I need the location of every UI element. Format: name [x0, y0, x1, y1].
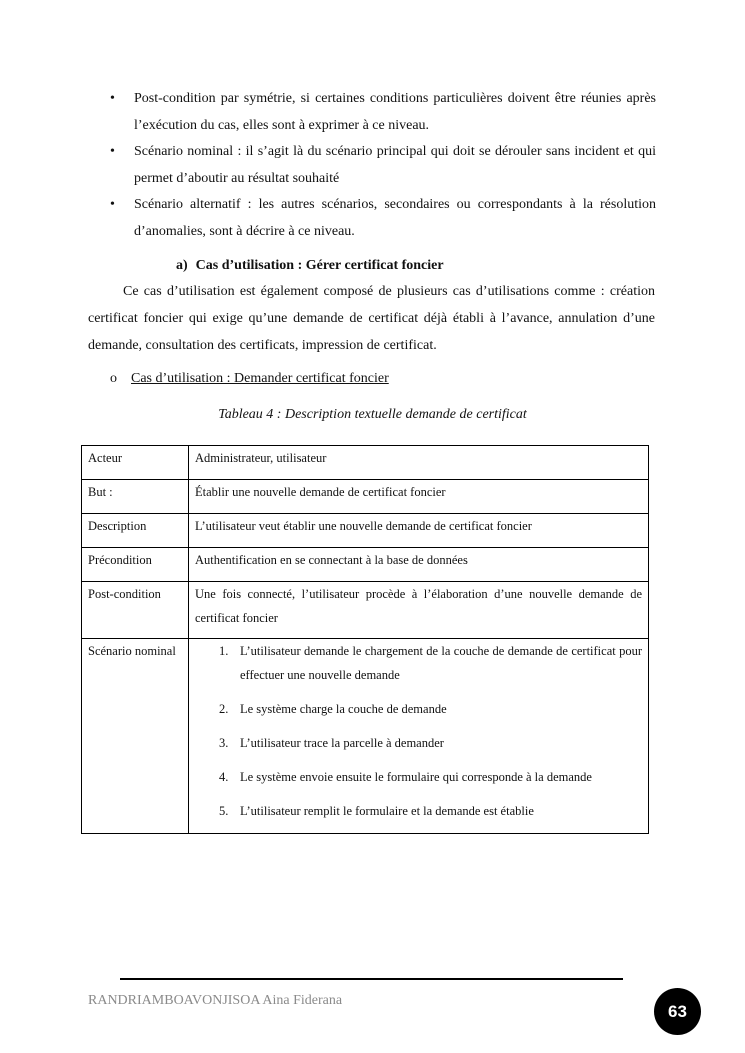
bullet-marker: • [110, 197, 115, 212]
step-text: L’utilisateur demande le chargement de la couche de demande de certificat pour effectuer une nouvelle demande [240, 644, 642, 682]
row-value: Authentification en se connectant à la base de données [189, 548, 649, 582]
row-value: Une fois connecté, l’utilisateur procède à l’élaboration d’une nouvelle demande de certificat foncier [189, 582, 649, 639]
row-key: Scénario nominal [82, 639, 189, 834]
row-value: L’utilisateur veut établir une nouvelle demande de certificat foncier [189, 514, 649, 548]
table-row [82, 480, 649, 514]
scenario-step [219, 731, 642, 755]
footer-divider [120, 978, 623, 980]
table-row [82, 582, 649, 639]
table-row [82, 548, 649, 582]
bullet-item-post-condition [110, 86, 656, 139]
bullet-marker: • [110, 91, 115, 106]
subheading-text: Cas d’utilisation : Demander certificat foncier [131, 371, 389, 386]
footer-author: RANDRIAMBOAVONJISOA Aina Fiderana [88, 993, 343, 1008]
row-key: But : [82, 480, 189, 514]
step-text: Le système charge la couche de demande [240, 702, 447, 716]
step-number: 2. [219, 702, 229, 716]
circle-bullet-marker: o [110, 371, 117, 386]
scenario-step [219, 639, 642, 687]
use-case-subheading [110, 368, 389, 390]
step-number: 4. [219, 770, 229, 784]
use-case-description-table [81, 445, 649, 834]
step-number: 1. [219, 644, 229, 658]
bullet-item-scenario-alternatif [110, 192, 656, 245]
step-text: L’utilisateur trace la parcelle à demander [240, 736, 444, 750]
row-value-steps [189, 639, 649, 834]
scenario-step [219, 765, 642, 789]
bullet-item-scenario-nominal [110, 139, 656, 192]
row-key: Précondition [82, 548, 189, 582]
bullet-text: Post-condition par symétrie, si certaines conditions particulières doivent être réunies après l’exécution du cas, elles sont à exprimer à ce niveau. [134, 91, 656, 133]
bullet-text: Scénario nominal : il s’agit là du scénario principal qui doit se dérouler sans incident et qui permet d’aboutir au résultat souhaité [134, 144, 656, 186]
row-value: Administrateur, utilisateur [189, 446, 649, 480]
page-number-badge: 63 [654, 988, 701, 1035]
table-caption: Tableau 4 : Description textuelle demande de certificat [218, 407, 527, 422]
row-value: Établir une nouvelle demande de certificat foncier [189, 480, 649, 514]
step-text: Le système envoie ensuite le formulaire qui corresponde à la demande [240, 770, 592, 784]
scenario-step [219, 799, 642, 823]
step-number: 3. [219, 736, 229, 750]
scenario-step [219, 697, 642, 721]
bullet-marker: • [110, 144, 115, 159]
step-text: L’utilisateur remplit le formulaire et la demande est établie [240, 804, 534, 818]
table-row-scenario [82, 639, 649, 834]
row-key: Acteur [82, 446, 189, 480]
step-number: 5. [219, 804, 229, 818]
bullet-text: Scénario alternatif : les autres scénarios, secondaires ou correspondants à la résolution d’anomalies, sont à décrire à ce niveau. [134, 197, 656, 239]
section-title: Cas d’utilisation : Gérer certificat foncier [195, 258, 444, 273]
section-heading-a [176, 256, 444, 276]
table-row [82, 514, 649, 548]
body-paragraph: Ce cas d’utilisation est également composé de plusieurs cas d’utilisations comme : création certificat foncier qui exige qu’une demande de certificat déjà établi à l’avance, annulation d’une demande, consultation des certificats, impression de certificat. [88, 284, 655, 353]
section-number: a) [176, 258, 188, 273]
table-row [82, 446, 649, 480]
row-key: Post-condition [82, 582, 189, 639]
row-key: Description [82, 514, 189, 548]
definition-bullet-list [110, 86, 656, 245]
scenario-steps-list [195, 639, 642, 823]
